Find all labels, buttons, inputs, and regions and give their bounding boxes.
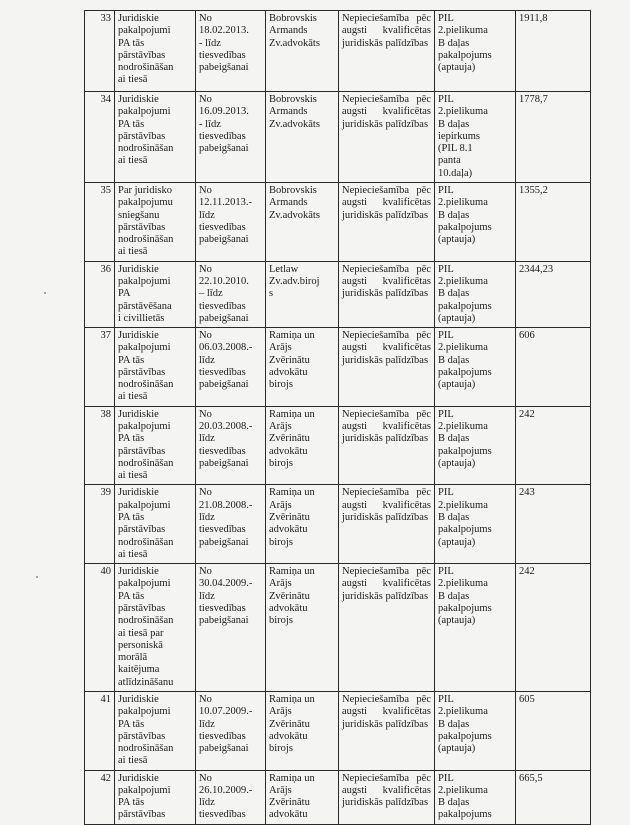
contract-sum-cell: 665,5 [516,770,591,824]
procurement-basis-cell: PIL 2.pielikuma B daļas pakalpojums (aptauja) [435,261,516,327]
justification-cell: Nepieciešamība pēc augsti kvalificētas juridiskās palīdzības [339,261,435,327]
contract-term-cell: No 20.03.2008.- līdz tiesvedības pabeigšanai [196,406,266,485]
justification-cell: Nepieciešamība pēc augsti kvalificētas juridiskās palīdzības [339,92,435,183]
service-provider-cell: Letlaw Zv.adv.biroj s [266,261,339,327]
table-row [85,564,591,692]
service-name-cell: Juridiskie pakalpojumi PA tās pārstāvības nodrošināšan ai tiesā [115,92,196,183]
contracts-table [84,10,591,825]
procurement-basis-cell: PIL 2.pielikuma B daļas pakalpojums (aptauja) [435,691,516,770]
contract-term-cell: No 21.08.2008.- līdz tiesvedības pabeigšanai [196,485,266,564]
contract-sum-cell: 1778,7 [516,92,591,183]
justification-cell: Nepieciešamība pēc augsti kvalificētas juridiskās palīdzības [339,11,435,92]
contract-term-cell: No 10.07.2009.- līdz tiesvedības pabeigšanai [196,691,266,770]
service-name-cell: Par juridisko pakalpojumu sniegšanu pārstāvības nodrošināšan ai tiesā [115,182,196,261]
justification-cell: Nepieciešamība pēc augsti kvalificētas juridiskās palīdzības [339,182,435,261]
row-number-cell: 37 [85,328,115,407]
row-number-cell: 34 [85,92,115,183]
contract-sum-cell: 242 [516,564,591,692]
row-number-cell: 36 [85,261,115,327]
service-name-cell: Juridiskie pakalpojumi PA tās pārstāvības nodrošināšan ai tiesā [115,485,196,564]
service-provider-cell: Ramiņa un Arājs Zvērinātu advokātu birojs [266,485,339,564]
contract-term-cell: No 16.09.2013. - līdz tiesvedības pabeigšanai [196,92,266,183]
table-row [85,92,591,183]
procurement-basis-cell: PIL 2.pielikuma B daļas pakalpojums (aptauja) [435,328,516,407]
procurement-basis-cell: PIL 2.pielikuma B daļas pakalpojums (aptauja) [435,564,516,692]
contract-term-cell: No 30.04.2009.- līdz tiesvedības pabeigšanai [196,564,266,692]
service-provider-cell: Ramiņa un Arājs Zvērinātu advokātu birojs [266,691,339,770]
procurement-basis-cell: PIL 2.pielikuma B daļas pakalpojums [435,770,516,824]
justification-cell: Nepieciešamība pēc augsti kvalificētas juridiskās palīdzības [339,406,435,485]
service-name-cell: Juridiskie pakalpojumi PA tās pārstāvības nodrošināšan ai tiesā [115,11,196,92]
justification-cell: Nepieciešamība pēc augsti kvalificētas juridiskās palīdzības [339,691,435,770]
service-provider-cell: Ramiņa un Arājs Zvērinātu advokātu [266,770,339,824]
table-row [85,691,591,770]
row-number-cell: 35 [85,182,115,261]
table-row [85,406,591,485]
service-name-cell: Juridiskie pakalpojumi PA tās pārstāvības nodrošināšan ai tiesā par personiskā morālā kaitējuma atlīdzināšanu [115,564,196,692]
row-number-cell: 42 [85,770,115,824]
service-provider-cell: Bobrovskis Armands Zv.advokāts [266,11,339,92]
service-name-cell: Juridiskie pakalpojumi PA tās pārstāvības nodrošināšan ai tiesā [115,691,196,770]
justification-cell: Nepieciešamība pēc augsti kvalificētas juridiskās palīdzības [339,328,435,407]
justification-cell: Nepieciešamība pēc augsti kvalificētas juridiskās palīdzības [339,770,435,824]
contract-sum-cell: 242 [516,406,591,485]
service-name-cell: Juridiskie pakalpojumi PA tās pārstāvības nodrošināšan ai tiesā [115,406,196,485]
table-row [85,261,591,327]
procurement-basis-cell: PIL 2.pielikuma B daļas pakalpojums (aptauja) [435,485,516,564]
contract-sum-cell: 605 [516,691,591,770]
contract-sum-cell: 1355,2 [516,182,591,261]
contract-term-cell: No 26.10.2009.- līdz tiesvedības [196,770,266,824]
table-row [85,485,591,564]
service-name-cell: Juridiskie pakalpojumi PA pārstāvēšana i civillietās [115,261,196,327]
table-row [85,770,591,824]
row-number-cell: 33 [85,11,115,92]
contract-sum-cell: 2344,23 [516,261,591,327]
procurement-basis-cell: PIL 2.pielikuma B daļas pakalpojums (aptauja) [435,11,516,92]
service-provider-cell: Bobrovskis Armands Zv.advokāts [266,92,339,183]
scan-speck [36,576,38,578]
procurement-basis-cell: PIL 2.pielikuma B daļas pakalpojums (aptauja) [435,406,516,485]
contract-sum-cell: 243 [516,485,591,564]
row-number-cell: 40 [85,564,115,692]
contract-term-cell: No 06.03.2008.- līdz tiesvedības pabeigšanai [196,328,266,407]
contract-term-cell: No 12.11.2013.- līdz tiesvedības pabeigšanai [196,182,266,261]
row-number-cell: 38 [85,406,115,485]
justification-cell: Nepieciešamība pēc augsti kvalificētas juridiskās palīdzības [339,485,435,564]
contract-sum-cell: 606 [516,328,591,407]
scan-speck [44,292,46,294]
service-provider-cell: Ramiņa un Arājs Zvērinātu advokātu birojs [266,406,339,485]
contract-term-cell: No 22.10.2010. – līdz tiesvedības pabeigšanai [196,261,266,327]
contract-sum-cell: 1911,8 [516,11,591,92]
service-provider-cell: Ramiņa un Arājs Zvērinātu advokātu birojs [266,328,339,407]
table-row [85,328,591,407]
service-name-cell: Juridiskie pakalpojumi PA tās pārstāvības nodrošināšan ai tiesā [115,328,196,407]
table-row [85,11,591,92]
service-name-cell: Juridiskie pakalpojumi PA tās pārstāvības [115,770,196,824]
justification-cell: Nepieciešamība pēc augsti kvalificētas juridiskās palīdzības [339,564,435,692]
contracts-table-body [85,11,591,825]
row-number-cell: 39 [85,485,115,564]
procurement-basis-cell: PIL 2.pielikuma B daļas pakalpojums (aptauja) [435,182,516,261]
row-number-cell: 41 [85,691,115,770]
procurement-basis-cell: PIL 2.pielikuma B daļas iepirkums (PIL 8.1 panta 10.daļa) [435,92,516,183]
table-row [85,182,591,261]
service-provider-cell: Ramiņa un Arājs Zvērinātu advokātu birojs [266,564,339,692]
service-provider-cell: Bobrovskis Armands Zv.advokāts [266,182,339,261]
contract-term-cell: No 18.02.2013. - līdz tiesvedības pabeigšanai [196,11,266,92]
